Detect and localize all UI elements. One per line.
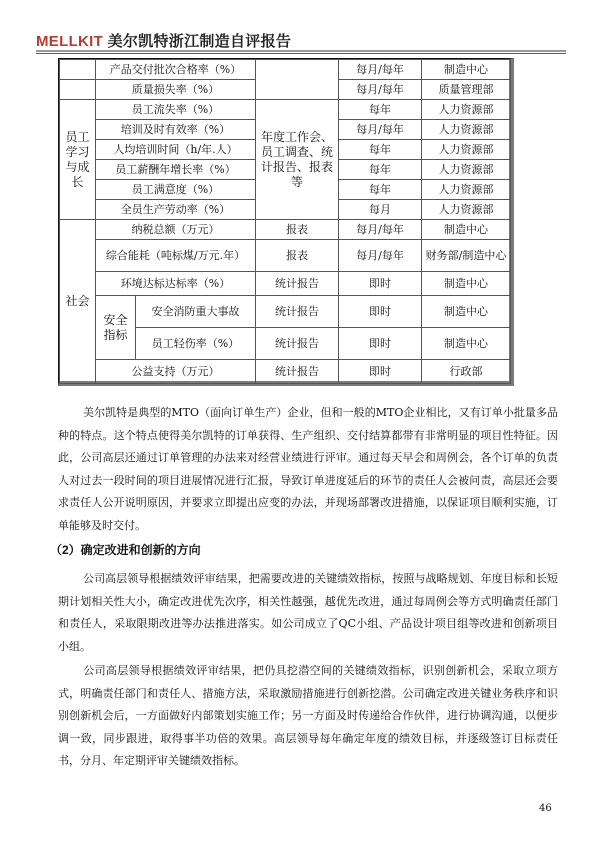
indicator-cell: 公益支持（万元） <box>96 360 256 384</box>
company-name: 美尔凯特 <box>107 33 169 50</box>
kpi-table-frame <box>58 58 514 386</box>
department-cell: 人力资源部 <box>422 200 511 220</box>
frequency-cell: 每月/每年 <box>339 120 422 140</box>
method-cell: 统计报告 <box>256 272 339 296</box>
method-cell: 报表 <box>256 240 339 272</box>
indicator-cell: 员工流失率（%） <box>96 100 256 120</box>
frequency-cell: 每月/每年 <box>339 220 422 240</box>
header-rule <box>36 50 566 52</box>
indicator-cell: 培训及时有效率（%） <box>96 120 256 140</box>
indicator-cell: 员工薪酬年增长率（%） <box>96 160 256 180</box>
table-row <box>60 240 511 272</box>
indicator-cell: 环境达标达标率（%） <box>96 272 256 296</box>
page-number: 46 <box>539 803 552 814</box>
paragraph-text: 公司高层领导根据绩效评审结果，把仍具挖潜空间的关键绩效指标，识别创新机会，采取立项方式，明确责任部门和责任人、措施方法，采取激励措施进行创新挖潜。公司确定改进关键业务秩序和识别创新机会后，一方面做好内部策划实施工作；另一方面及时传递给合作伙伴，进行协调沟通，以便步调一致，同步跟进，取得事半功倍的效果。高层领导每年确定年度的绩效目标，并逐级签订目标责任书，分月、年定期评审关键绩效指标。 <box>58 664 558 767</box>
frequency-cell: 即时 <box>339 296 422 328</box>
page-header <box>36 28 566 52</box>
frequency-cell: 每年 <box>339 100 422 120</box>
department-cell: 质量管理部 <box>422 80 511 100</box>
indicator-cell: 产品交付批次合格率（%） <box>96 60 256 80</box>
table-cell <box>60 60 96 80</box>
category-growth-cell: 员工学习与成长 <box>60 100 96 220</box>
indicator-cell: 员工轻伤率（%） <box>136 328 256 360</box>
department-cell: 人力资源部 <box>422 180 511 200</box>
department-cell: 人力资源部 <box>422 120 511 140</box>
indicator-cell: 综合能耗（吨标煤/万元.年） <box>96 240 256 272</box>
table-row <box>60 272 511 296</box>
department-cell: 制造中心 <box>422 272 511 296</box>
department-cell: 制造中心 <box>422 296 511 328</box>
safety-group-cell: 安全指标 <box>96 296 136 360</box>
header-accent-rule <box>36 53 566 54</box>
header-title <box>36 30 291 51</box>
indicator-cell: 员工满意度（%） <box>96 180 256 200</box>
kpi-table <box>59 59 511 384</box>
frequency-cell: 每年 <box>339 180 422 200</box>
indicator-cell: 纳税总额（万元） <box>96 220 256 240</box>
frequency-cell: 每月 <box>339 200 422 220</box>
paragraph-innovation <box>58 660 558 773</box>
table-cell <box>60 80 96 100</box>
table-row <box>60 220 511 240</box>
frequency-cell: 每年 <box>339 160 422 180</box>
paragraph-text: 美尔凯特是典型的MTO（面向订单生产）企业，但和一般的MTO企业相比，又有订单小批量多品种的特点。这个特点使得美尔凯特的订单获得、生产组织、交付结算都带有非常明显的项目性特征。因此，公司高层还通过订单管理的办法来对经营业绩进行评审。通过每天早会和周例会，各个订单的负责人对过去一段时间的项目进展情况进行汇报，导致订单进度延后的环节的责任人会被问责，高层还会要求责任人公开说明原因，并要求立即提出应变的办法，并现场部署改进措施，以保证项目顺利实施，订单能够及时交付。 <box>58 406 558 532</box>
frequency-cell: 即时 <box>339 272 422 296</box>
category-society-cell: 社会 <box>60 220 96 384</box>
frequency-cell: 每月/每年 <box>339 60 422 80</box>
table-row <box>60 100 511 120</box>
method-cell: 统计报告 <box>256 296 339 328</box>
department-cell: 人力资源部 <box>422 160 511 180</box>
department-cell: 制造中心 <box>422 60 511 80</box>
brand-name: MELLKIT <box>36 33 104 50</box>
paragraph-improvement <box>58 568 558 658</box>
indicator-cell: 质量损失率（%） <box>96 80 256 100</box>
indicator-cell: 安全消防重大事故 <box>136 296 256 328</box>
section-heading: （2）确定改进和创新的方向 <box>50 543 201 557</box>
indicator-cell: 人均培训时间（h/年.人） <box>96 140 256 160</box>
department-cell: 制造中心 <box>422 220 511 240</box>
paragraph-mto <box>58 402 558 537</box>
frequency-cell: 每年 <box>339 140 422 160</box>
method-cell: 统计报告 <box>256 328 339 360</box>
department-cell: 人力资源部 <box>422 100 511 120</box>
frequency-cell: 每月/每年 <box>339 240 422 272</box>
paragraph-text: 公司高层领导根据绩效评审结果，把需要改进的关键绩效指标，按照与战略规划、年度目标和长短期计划相关性大小，确定改进优先次序，相关性越强，越优先改进，通过每周例会等方式明确责任部门和责任人，采取限期改进等办法推进落实。如公司成立了QC小组、产品设计项目组等改进和创新项目小组。 <box>58 572 558 653</box>
department-cell: 行政部 <box>422 360 511 384</box>
frequency-cell: 即时 <box>339 360 422 384</box>
table-row <box>60 360 511 384</box>
method-cell <box>256 60 339 100</box>
department-cell: 人力资源部 <box>422 140 511 160</box>
table-row <box>60 296 511 328</box>
frequency-cell: 即时 <box>339 328 422 360</box>
department-cell: 制造中心 <box>422 328 511 360</box>
table-row <box>60 60 511 80</box>
indicator-cell: 全员生产劳动率（%） <box>96 200 256 220</box>
method-cell: 统计报告 <box>256 360 339 384</box>
method-merged-cell: 年度工作会、员工调查、统计报告、报表等 <box>256 100 339 220</box>
report-title: 浙江制造自评报告 <box>168 33 292 50</box>
method-cell: 报表 <box>256 220 339 240</box>
department-cell: 财务部/制造中心 <box>422 240 511 272</box>
frequency-cell: 每月/每年 <box>339 80 422 100</box>
